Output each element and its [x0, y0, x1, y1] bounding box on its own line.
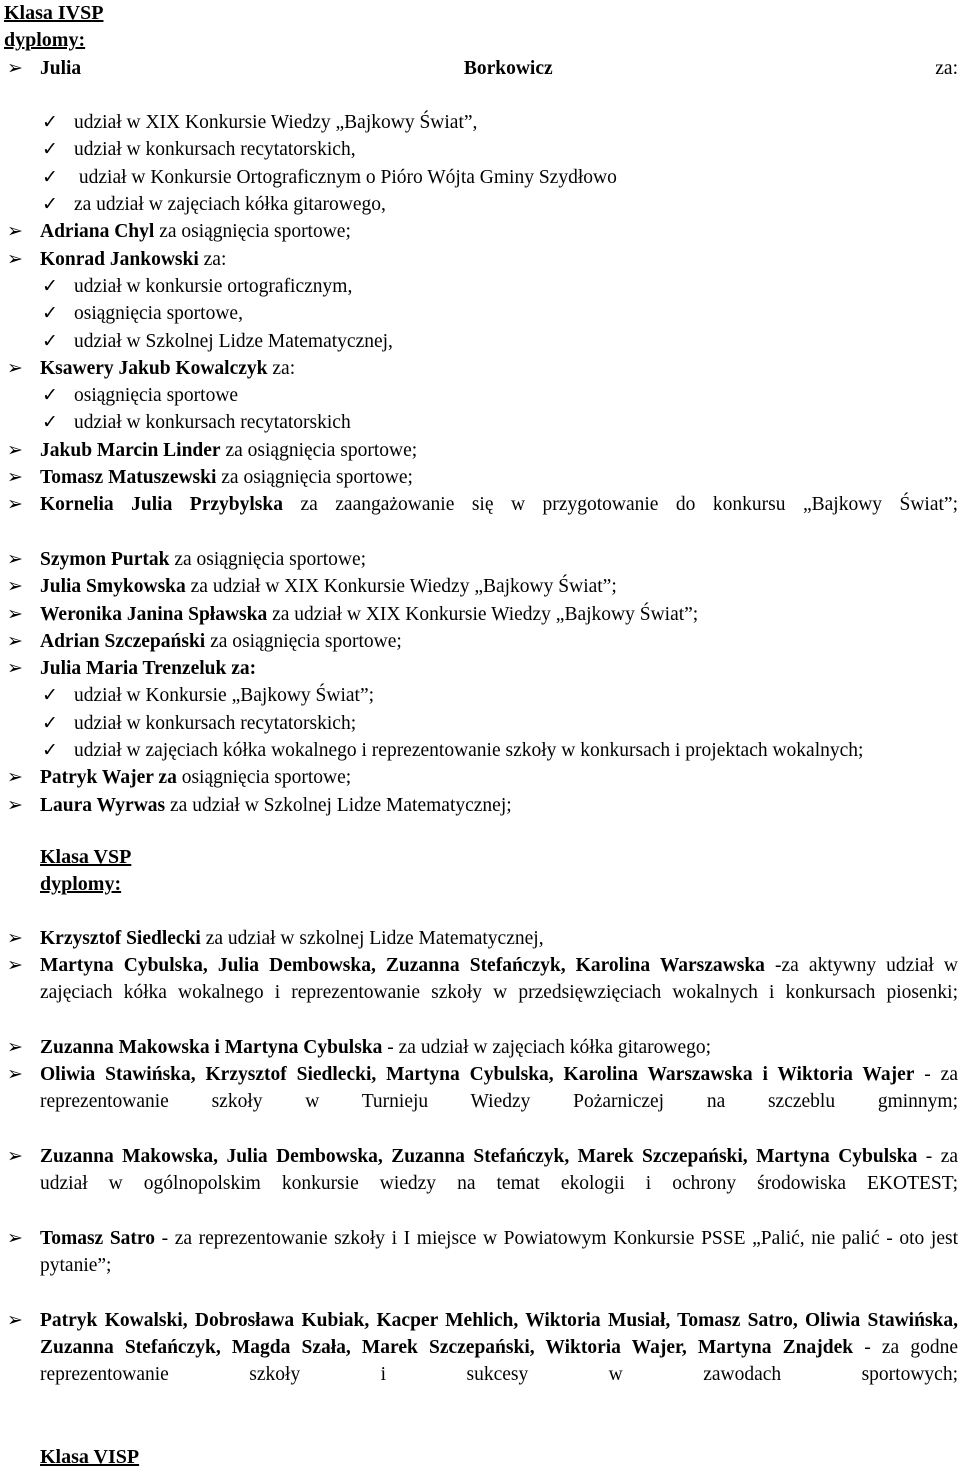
checkmark-bullet-icon: ✓	[42, 303, 58, 325]
student-name: Julia Borkowicz	[40, 57, 553, 79]
checkmark-bullet-icon: ✓	[42, 166, 58, 188]
arrow-bullet-icon: ➢	[7, 1063, 23, 1085]
award-entry	[4, 355, 958, 382]
spacer	[4, 899, 958, 925]
checkmark-bullet-icon: ✓	[42, 740, 58, 762]
student-name: Tomasz Satro	[40, 1227, 155, 1249]
student-name: Krzysztof Siedlecki	[40, 927, 201, 949]
checkmark-bullet-icon: ✓	[42, 275, 58, 297]
award-entry	[4, 655, 958, 682]
award-entry	[4, 1034, 958, 1061]
student-name: Laura Wyrwas	[40, 794, 166, 816]
checkmark-bullet-icon: ✓	[42, 194, 58, 216]
award-text: za udział w Szkolnej Lidze Matematycznej;	[165, 794, 512, 816]
award-entry	[4, 628, 958, 655]
arrow-bullet-icon: ➢	[7, 494, 23, 516]
award-text: za udział w szkolnej Lidze Matematycznej,	[200, 927, 544, 949]
arrow-bullet-icon: ➢	[7, 57, 23, 79]
class-heading: Klasa VISP	[40, 1445, 140, 1468]
award-entry	[4, 573, 958, 600]
student-name: Jakub Marcin Linder	[40, 439, 221, 461]
award-text: za osiągnięcia sportowe;	[216, 467, 413, 489]
award-sub-item: ✓ udział w konkursach recytatorskich;	[4, 710, 958, 737]
arrow-bullet-icon: ➢	[7, 658, 23, 680]
award-text: za:	[552, 57, 959, 79]
award-entry	[4, 1225, 958, 1307]
checkmark-bullet-icon: ✓	[42, 139, 58, 161]
arrow-bullet-icon: ➢	[7, 1145, 23, 1167]
award-entry	[4, 601, 958, 628]
student-name: Tomasz Matuszewski	[40, 467, 217, 489]
award-sub-item: ✓ udział w konkursie ortograficznym,	[4, 273, 958, 300]
award-text: za osiągnięcia sportowe;	[169, 548, 367, 570]
award-entry	[4, 218, 958, 245]
student-name: Kornelia Julia Przybylska	[40, 494, 283, 516]
arrow-bullet-icon: ➢	[7, 603, 23, 625]
award-entry	[4, 764, 958, 791]
award-text: - za reprezentowanie szkoły w Turnieju Wiedzy Pożarniczej na szczeblu gminnym;	[40, 1063, 958, 1113]
arrow-bullet-icon: ➢	[7, 1036, 23, 1058]
spacer	[4, 819, 958, 844]
award-text: za udział w XIX Konkursie Wiedzy „Bajkowy Świat”;	[185, 576, 617, 598]
class-heading: Klasa VSP	[40, 845, 132, 868]
student-name: Julia Smykowska	[40, 576, 186, 598]
award-text: - za udział w ogólnopolskim konkursie wiedzy na temat ekologii i ochrony środowiska EKOTEST;	[40, 1145, 959, 1195]
student-name: Adriana Chyl	[40, 221, 155, 243]
award-entry	[4, 491, 958, 546]
spacer	[4, 1416, 958, 1444]
award-text: za osiągnięcia sportowe;	[154, 221, 351, 243]
arrow-bullet-icon: ➢	[7, 439, 23, 461]
award-sub-item: ✓ udział w Szkolnej Lidze Matematycznej,	[4, 328, 958, 355]
award-sub-item: ✓ udział w konkursach recytatorskich	[4, 409, 958, 436]
checkmark-bullet-icon: ✓	[42, 712, 58, 734]
award-text: -za aktywny udział w zajęciach kółka wokalnego i reprezentowanie szkoły w przedsięwzięciach wokalnych i konkursach piosenki;	[40, 954, 958, 1004]
checkmark-bullet-icon: ✓	[42, 685, 58, 707]
arrow-bullet-icon: ➢	[7, 1227, 23, 1249]
student-name: Szymon Purtak	[40, 548, 170, 570]
arrow-bullet-icon: ➢	[7, 1309, 23, 1331]
award-entry	[4, 55, 958, 110]
class-subheading: dyplomy:	[40, 873, 122, 896]
student-name: Oliwia Stawińska, Krzysztof Siedlecki, Martyna Cybulska, Karolina Warszawska i Wiktoria Wajer	[40, 1063, 915, 1085]
award-entry	[4, 925, 958, 952]
award-entry	[4, 792, 958, 819]
arrow-bullet-icon: ➢	[7, 954, 23, 976]
award-text: - za godne reprezentowanie szkoły i sukcesy w zawodach sportowych;	[40, 1336, 958, 1386]
arrow-bullet-icon: ➢	[7, 794, 23, 816]
award-text: za osiągnięcia sportowe;	[205, 630, 402, 652]
arrow-bullet-icon: ➢	[7, 630, 23, 652]
award-entry	[4, 1307, 958, 1416]
award-sub-item: ✓ za udział w zajęciach kółka gitarowego,	[4, 191, 958, 218]
checkmark-bullet-icon: ✓	[42, 412, 58, 434]
checkmark-bullet-icon: ✓	[42, 112, 58, 134]
arrow-bullet-icon: ➢	[7, 927, 23, 949]
award-entry	[4, 464, 958, 491]
checkmark-bullet-icon: ✓	[42, 385, 58, 407]
award-text: za udział w XIX Konkursie Wiedzy „Bajkowy Świat”;	[267, 603, 699, 625]
arrow-bullet-icon: ➢	[7, 767, 23, 789]
class-heading: Klasa IVSP	[4, 2, 104, 24]
award-text: za zaangażowanie się w przygotowanie do konkursu „Bajkowy Świat”;	[282, 494, 958, 516]
award-entry	[4, 1143, 958, 1225]
award-sub-item: ✓ udział w konkursach recytatorskich,	[4, 136, 958, 163]
award-sub-item: ✓ osiągnięcia sportowe	[4, 382, 958, 409]
award-sub-item: ✓ osiągnięcia sportowe,	[4, 300, 958, 327]
award-sub-item: ✓ udział w Konkursie Ortograficznym o Pióro Wójta Gminy Szydłowo	[4, 164, 958, 191]
student-name: Ksawery Jakub Kowalczyk	[40, 357, 268, 379]
award-entry	[4, 437, 958, 464]
arrow-bullet-icon: ➢	[7, 548, 23, 570]
award-text: za:	[267, 357, 296, 379]
award-entry	[4, 1061, 958, 1143]
award-text: - za reprezentowanie szkoły i I miejsce w Powiatowym Konkursie PSSE „Palić, nie palić - oto jest pytanie”;	[40, 1227, 958, 1277]
student-name: Konrad Jankowski	[40, 248, 199, 270]
award-entry	[4, 246, 958, 273]
arrow-bullet-icon: ➢	[7, 357, 23, 379]
student-name: Adrian Szczepański	[40, 630, 206, 652]
award-text: za:	[198, 248, 227, 270]
student-name: Weronika Janina Spławska	[40, 603, 268, 625]
award-text: - za udział w zajęciach kółka gitarowego;	[382, 1036, 712, 1058]
checkmark-bullet-icon: ✓	[42, 330, 58, 352]
student-name: Martyna Cybulska, Julia Dembowska, Zuzanna Stefańczyk, Karolina Warszawska	[40, 954, 765, 976]
arrow-bullet-icon: ➢	[7, 221, 23, 243]
award-sub-item: ✓ udział w zajęciach kółka wokalnego i reprezentowanie szkoły w konkursach i projektach wokalnych;	[4, 737, 958, 764]
award-sub-item: ✓ udział w Konkursie „Bajkowy Świat”;	[4, 682, 958, 709]
student-name: Zuzanna Makowska i Martyna Cybulska	[40, 1036, 383, 1058]
award-sub-item: ✓ udział w XIX Konkursie Wiedzy „Bajkowy Świat”,	[4, 109, 958, 136]
student-name: Julia Maria Trenzeluk za:	[40, 658, 257, 680]
class-subheading: dyplomy:	[4, 29, 86, 52]
award-entry	[4, 952, 958, 1034]
arrow-bullet-icon: ➢	[7, 467, 23, 489]
arrow-bullet-icon: ➢	[7, 576, 23, 598]
student-name: Zuzanna Makowska, Julia Dembowska, Zuzanna Stefańczyk, Marek Szczepański, Martyna Cybulska	[40, 1145, 918, 1167]
award-text: osiągnięcia sportowe;	[176, 767, 352, 789]
student-name: Patryk Kowalski, Dobrosława Kubiak, Kacper Mehlich, Wiktoria Musiał, Tomasz Satro, Oliwia Stawińska, Zuzanna Stefańczyk, Magda Szała, Marek Szczepański, Wiktoria Wajer, Martyna Znajdek	[40, 1309, 958, 1358]
award-entry	[4, 546, 958, 573]
student-name: Patryk Wajer za	[40, 767, 177, 789]
award-text: za osiągnięcia sportowe;	[220, 439, 418, 461]
arrow-bullet-icon: ➢	[7, 248, 23, 270]
